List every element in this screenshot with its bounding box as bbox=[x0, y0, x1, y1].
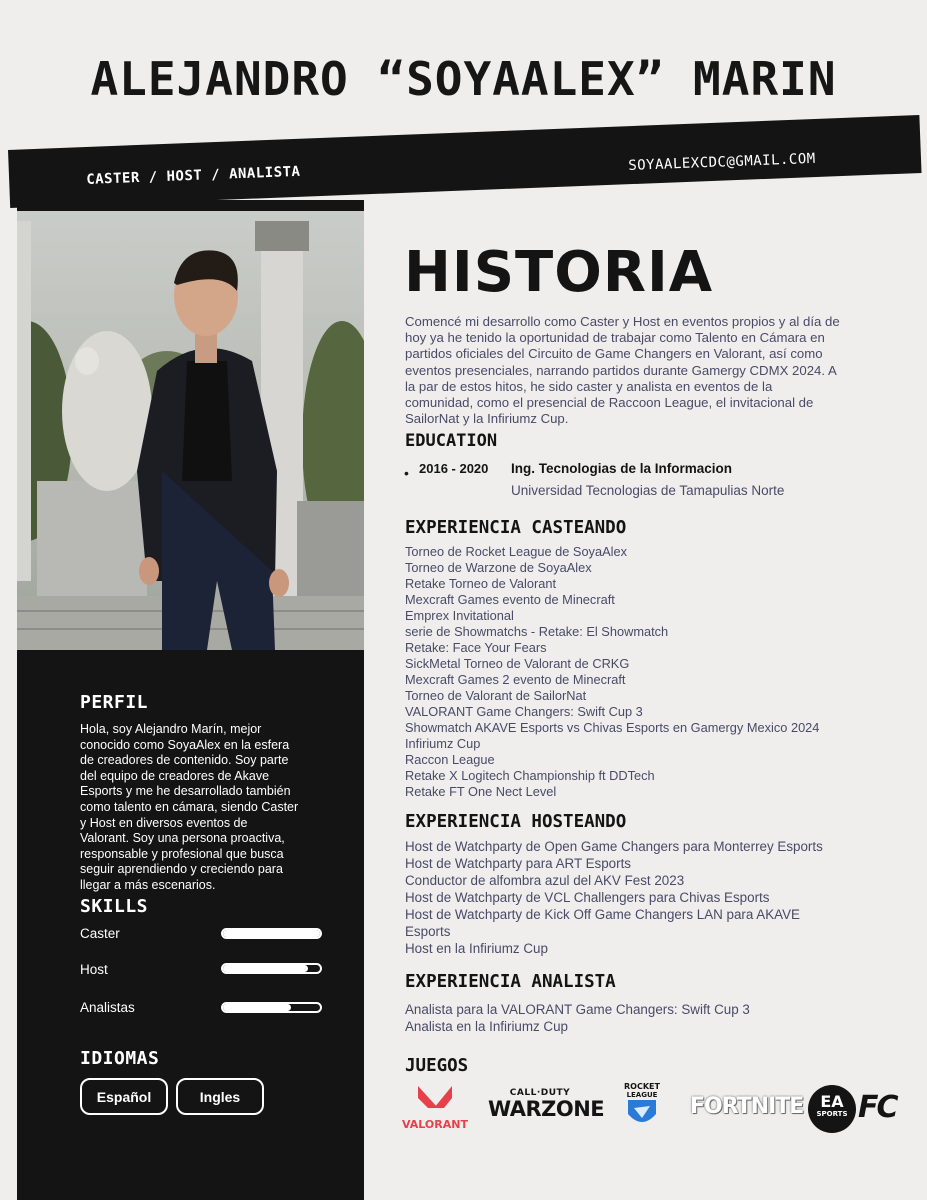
profile-text: Hola, soy Alejandro Marín, mejor conocido como SoyaAlex en la esfera de creadores de contenido. Soy parte del equipo de creadores de Akave Esports y me he desarrollado también como talento en cámara, siendo Caster y Host en diversos eventos de Valorant. Soy una persona proactiva, responsable y profesional que busca seguir aprendiendo y creciendo para llegar a más escenarios. bbox=[80, 722, 299, 892]
fortnite-logo: FORTNITE bbox=[690, 1094, 804, 1119]
list-item: Analista en la Infiriumz Cup bbox=[405, 1019, 568, 1034]
profile-photo bbox=[17, 211, 364, 650]
analyst-heading: EXPERIENCIA ANALISTA bbox=[405, 972, 616, 992]
skill-label-host: Host bbox=[80, 962, 108, 977]
casting-heading: EXPERIENCIA CASTEANDO bbox=[405, 518, 627, 538]
hosting-list bbox=[405, 838, 835, 957]
profile-heading: PERFIL bbox=[80, 692, 149, 713]
warzone-logo-top: CALL·DUTY bbox=[509, 1088, 571, 1098]
list-item: Conductor de alfombra azul del AKV Fest 2023 bbox=[405, 873, 685, 888]
list-item: Infiriumz Cup bbox=[405, 736, 481, 751]
education-school: Universidad Tecnologias de Tamapulias Norte bbox=[511, 483, 785, 498]
rocket-league-logo bbox=[620, 1080, 664, 1132]
education-degree: Ing. Tecnologias de la Informacion bbox=[511, 461, 733, 476]
hosting-heading: EXPERIENCIA HOSTEANDO bbox=[405, 812, 627, 832]
ea-logo-text: EA bbox=[820, 1092, 844, 1111]
list-item: Host de Watchparty de Open Game Changers para Monterrey Esports bbox=[405, 839, 823, 854]
casting-list bbox=[405, 544, 819, 800]
list-item: Retake X Logitech Championship ft DDTech bbox=[405, 768, 655, 783]
list-item: Analista para la VALORANT Game Changers: Swift Cup 3 bbox=[405, 1002, 750, 1017]
list-item: Retake FT One Nect Level bbox=[405, 784, 557, 799]
ea-sports-logo bbox=[808, 1085, 856, 1133]
list-item: Mexcraft Games 2 evento de Minecraft bbox=[405, 672, 626, 687]
list-item: Showmatch AKAVE Esports vs Chivas Esports en Gamergy Mexico 2024 bbox=[405, 720, 820, 735]
rocket-logo-bottom: LEAGUE bbox=[626, 1091, 658, 1099]
ea-logo-sub: SPORTS bbox=[816, 1110, 848, 1118]
languages-heading: IDIOMAS bbox=[80, 1048, 160, 1069]
historia-heading: HISTORIA bbox=[404, 240, 714, 305]
warzone-logo bbox=[488, 1088, 605, 1128]
list-item: Torneo de Warzone de SoyaAlex bbox=[405, 560, 592, 575]
education-heading: EDUCATION bbox=[405, 431, 498, 451]
list-item: Retake Torneo de Valorant bbox=[405, 576, 557, 591]
list-item: Emprex Invitational bbox=[405, 608, 514, 623]
list-item: Retake: Face Your Fears bbox=[405, 640, 547, 655]
warzone-logo-text: WARZONE bbox=[488, 1097, 605, 1121]
language-chip-ingles[interactable]: Ingles bbox=[176, 1078, 264, 1115]
list-item: Host en la Infiriumz Cup bbox=[405, 941, 548, 956]
list-item: Host de Watchparty de Kick Off Game Changers LAN para AKAVE Esports bbox=[405, 907, 800, 939]
historia-text: Comencé mi desarrollo como Caster y Host en eventos propios y al día de hoy ya he tenido la oportunidad de trabajar como Talento en Cámara en partidos oficiales del Circuito de Game Changers en Valorant, así como eventos presenciales, narrando partidos durante Gamergy CDMX 2024. A la par de estos hitos, he sido caster y analista en eventos de la comunidad, como el presencial de Raccoon League, el invitacional de SailorNat y la Infiriumz Cup. bbox=[405, 314, 840, 427]
skill-bar-host bbox=[221, 963, 322, 974]
list-item: Mexcraft Games evento de Minecraft bbox=[405, 592, 615, 607]
bullet-icon: • bbox=[404, 465, 409, 481]
list-item: Torneo de Valorant de SailorNat bbox=[405, 688, 587, 703]
skill-label-analistas: Analistas bbox=[80, 1000, 135, 1015]
list-item: Host de Watchparty para ART Esports bbox=[405, 856, 632, 871]
list-item: Torneo de Rocket League de SoyaAlex bbox=[405, 544, 627, 559]
candidate-name: ALEJANDRO “SOYAALEX” MARIN bbox=[90, 52, 837, 106]
list-item: VALORANT Game Changers: Swift Cup 3 bbox=[405, 704, 643, 719]
email-link[interactable]: SOYAALEXCDC@GMAIL.COM bbox=[628, 150, 816, 174]
valorant-logo-text: VALORANT bbox=[402, 1118, 468, 1131]
list-item: SickMetal Torneo de Valorant de CRKG bbox=[405, 656, 630, 671]
education-years: 2016 - 2020 bbox=[419, 461, 489, 476]
games-heading: JUEGOS bbox=[405, 1056, 469, 1076]
skill-fill-caster bbox=[223, 930, 320, 937]
skill-fill-analistas bbox=[223, 1004, 291, 1011]
skill-bar-caster bbox=[221, 928, 322, 939]
skills-heading: SKILLS bbox=[80, 896, 149, 917]
valorant-logo bbox=[398, 1084, 472, 1132]
rocket-logo-top: ROCKET bbox=[624, 1082, 660, 1091]
list-item: serie de Showmatchs - Retake: El Showmatch bbox=[405, 624, 669, 639]
list-item: Host de Watchparty de VCL Challengers para Chivas Esports bbox=[405, 890, 770, 905]
skill-bar-analistas bbox=[221, 1002, 322, 1013]
language-chip-espanol[interactable]: Español bbox=[80, 1078, 168, 1115]
skill-fill-host bbox=[223, 965, 308, 972]
skill-label-caster: Caster bbox=[80, 926, 120, 941]
roles-text: CASTER / HOST / ANALISTA bbox=[86, 163, 301, 188]
analyst-list bbox=[405, 1001, 750, 1035]
fc-logo: FC bbox=[858, 1090, 897, 1125]
list-item: Raccon League bbox=[405, 752, 495, 767]
